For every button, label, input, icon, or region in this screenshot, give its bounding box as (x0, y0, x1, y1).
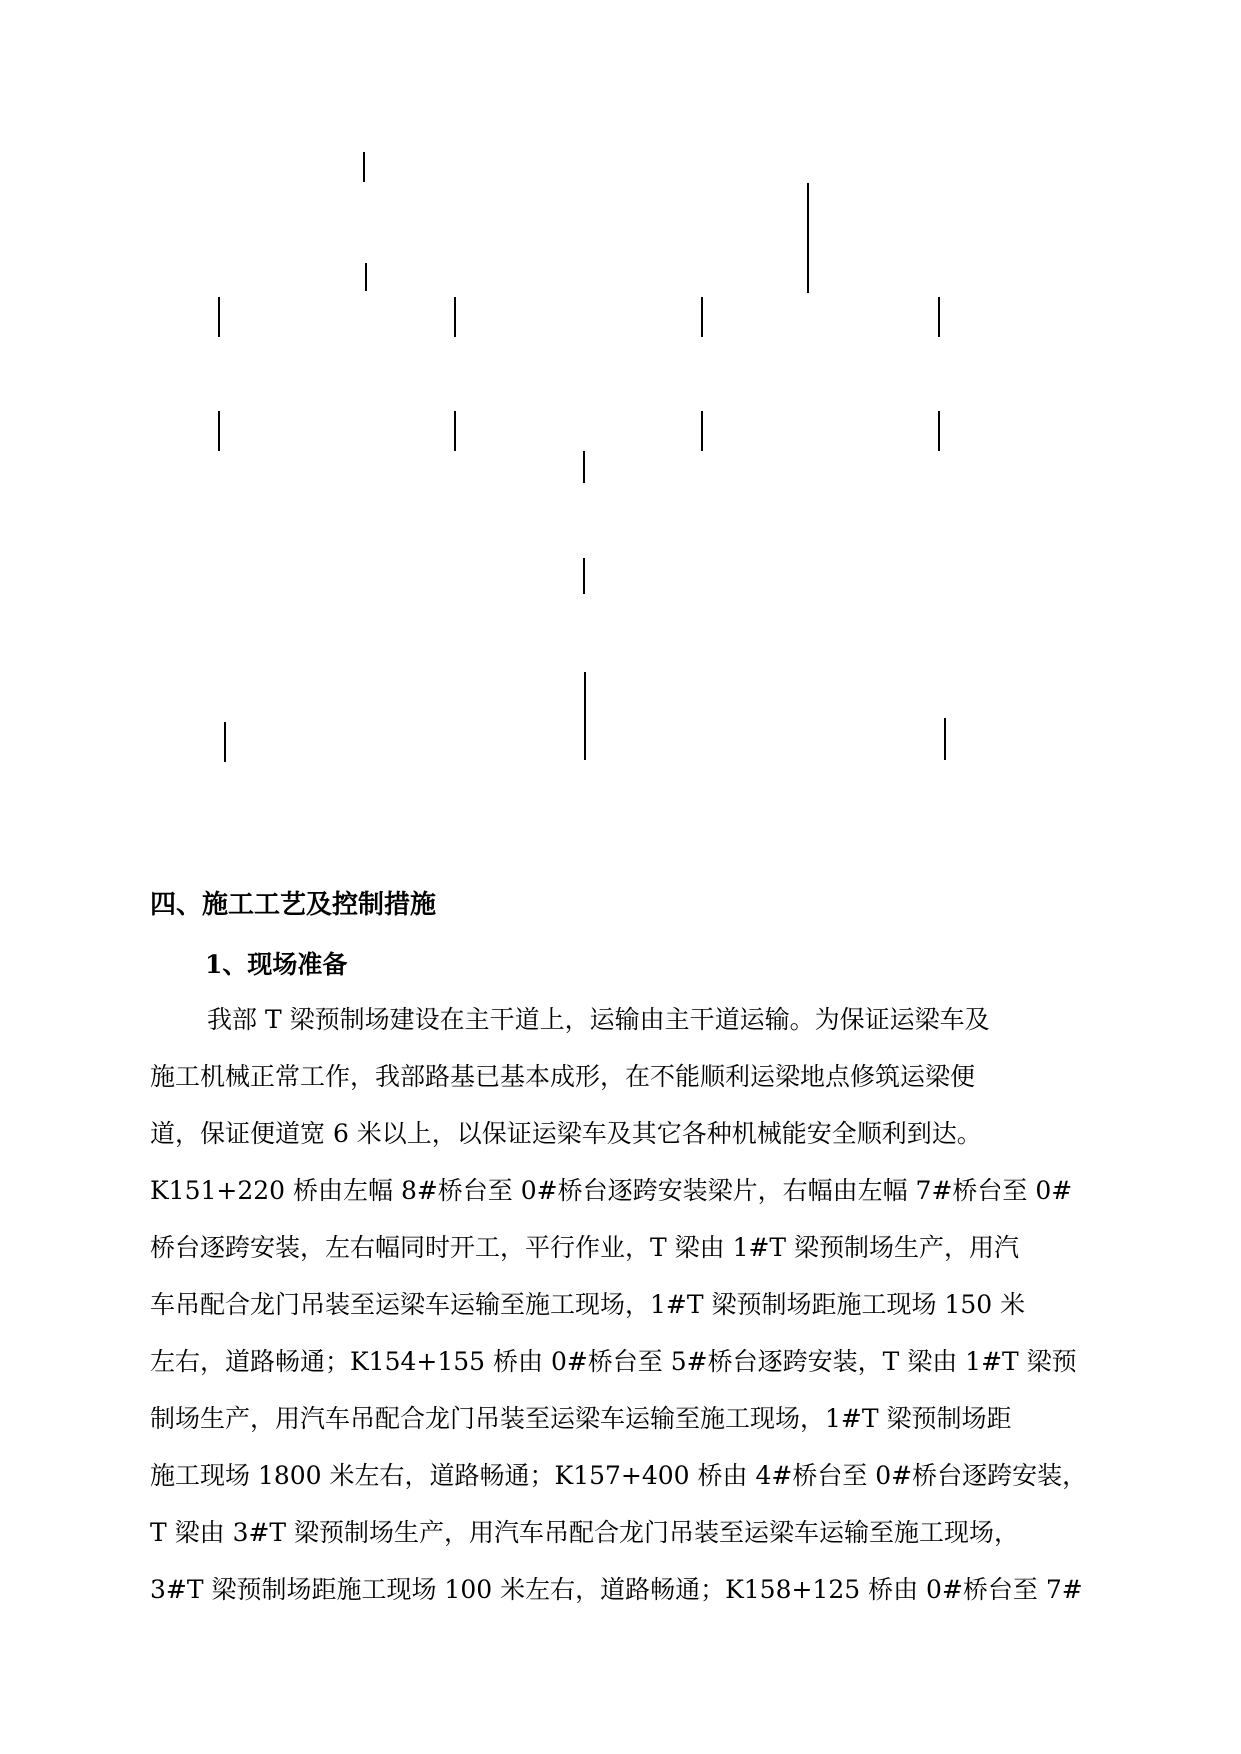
paragraph-line: 施工现场 1800 米左右，道路畅通；K157+400 桥由 4#桥台至 0#桥台逐跨安装， (150, 1461, 1088, 1490)
connector-line (454, 297, 456, 337)
paragraph-line: 我部 T 梁预制场建设在主干道上，运输由主干道运输。为保证运梁车及 (207, 1005, 990, 1034)
connector-line (701, 297, 703, 337)
paragraph-line: 桥台逐跨安装，左右幅同时开工，平行作业，T 梁由 1#T 梁预制场生产，用汽 (150, 1233, 1020, 1262)
paragraph-line: 车吊配合龙门吊装至运梁车运输至施工现场，1#T 梁预制场距施工现场 150 米 (150, 1290, 1026, 1319)
connector-line (807, 183, 809, 293)
connector-line (938, 411, 940, 451)
connector-line (363, 152, 365, 182)
subheading: 1、现场准备 (205, 950, 348, 979)
connector-line (583, 451, 585, 483)
paragraph-line: 道，保证便道宽 6 米以上，以保证运梁车及其它各种机械能安全顺利到达。 (150, 1119, 982, 1148)
connector-line (218, 411, 220, 451)
connector-line (365, 263, 367, 291)
paragraph-line: 左右，道路畅通；K154+155 桥由 0#桥台至 5#桥台逐跨安装，T 梁由 1#T 梁预 (150, 1347, 1077, 1376)
paragraph-line: T 梁由 3#T 梁预制场生产，用汽车吊配合龙门吊装至运梁车运输至施工现场， (150, 1518, 1020, 1547)
paragraph-line: 制场生产，用汽车吊配合龙门吊装至运梁车运输至施工现场，1#T 梁预制场距 (150, 1404, 1012, 1433)
connector-line (584, 672, 586, 760)
connector-line (701, 411, 703, 451)
paragraph-line: 3#T 梁预制场距施工现场 100 米左右，道路畅通；K158+125 桥由 0#桥台至 7# (150, 1575, 1083, 1604)
connector-line (224, 722, 226, 762)
paragraph-line: 施工机械正常工作，我部路基已基本成形，在不能顺利运梁地点修筑运梁便 (150, 1062, 976, 1091)
connector-line (938, 297, 940, 337)
connector-line (944, 718, 946, 760)
section-heading: 四、施工工艺及控制措施 (150, 890, 437, 920)
connector-line (583, 558, 585, 594)
paragraph-line: K151+220 桥由左幅 8#桥台至 0#桥台逐跨安装梁片，右幅由左幅 7#桥台至 0# (150, 1176, 1073, 1205)
connector-line (454, 411, 456, 451)
connector-line (218, 297, 220, 337)
